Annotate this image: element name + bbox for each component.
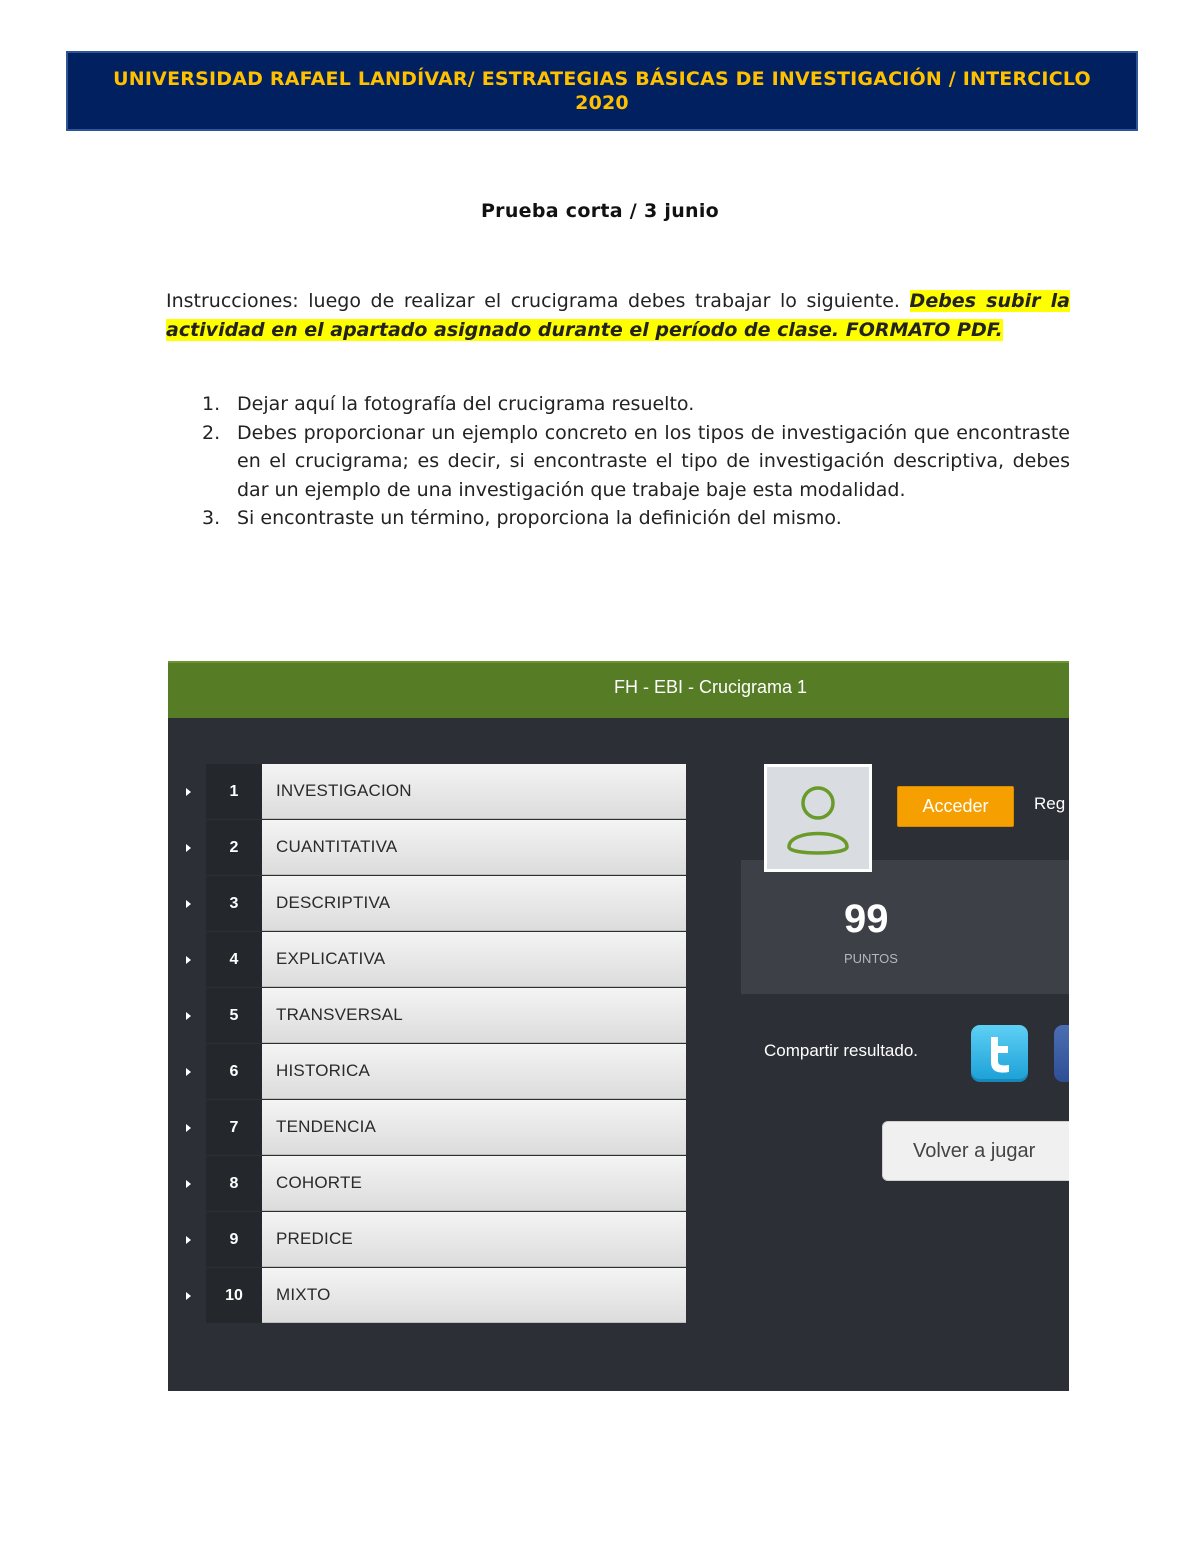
word-row[interactable] [168, 1100, 688, 1155]
step-number: 3. [202, 507, 221, 530]
word-number: 4 [206, 932, 262, 987]
word-number: 8 [206, 1156, 262, 1211]
avatar[interactable] [764, 764, 872, 872]
word-number: 9 [206, 1212, 262, 1267]
expand-arrow-icon[interactable] [186, 788, 191, 796]
word-number: 3 [206, 876, 262, 931]
word-number: 7 [206, 1100, 262, 1155]
expand-arrow-icon[interactable] [186, 844, 191, 852]
steps-list [166, 390, 1070, 533]
register-link[interactable]: Reg [1034, 794, 1066, 813]
screenshot-header [168, 661, 1069, 718]
list-item [166, 390, 1070, 419]
word-row[interactable] [168, 1212, 688, 1267]
crossword-screenshot [168, 661, 1069, 1391]
instructions-paragraph [166, 287, 1070, 345]
share-label: Compartir resultado. [764, 1041, 919, 1060]
step-text: Si encontraste un término, proporciona la definición del mismo. [237, 507, 842, 530]
instructions-highlight: Debes subir la actividad en el apartado asignado durante el período de clase. FORMATO PDF. [166, 290, 1070, 341]
word-answer: EXPLICATIVA [262, 932, 686, 987]
word-row[interactable] [168, 764, 688, 819]
crossword-title: FH - EBI - Crucigrama 1 [614, 677, 808, 697]
instructions-intro: Instrucciones: luego de realizar el crucigrama debes trabajar lo siguiente. [166, 290, 910, 312]
word-answer: CUANTITATIVA [262, 820, 686, 875]
expand-arrow-icon[interactable] [186, 1292, 191, 1300]
facebook-icon[interactable] [1054, 1025, 1069, 1082]
expand-arrow-icon[interactable] [186, 1236, 191, 1244]
word-answer: TRANSVERSAL [262, 988, 686, 1043]
header-banner [66, 51, 1138, 131]
word-row[interactable] [168, 1044, 688, 1099]
word-row[interactable] [168, 932, 688, 987]
word-row[interactable] [168, 820, 688, 875]
word-answer: TENDENCIA [262, 1100, 686, 1155]
score-label: PUNTOS [844, 951, 898, 966]
list-item [166, 419, 1070, 505]
replay-button[interactable]: Volver a jugar [882, 1121, 1069, 1181]
score-panel [741, 860, 1069, 994]
word-row[interactable] [168, 988, 688, 1043]
word-answer: INVESTIGACION [262, 764, 686, 819]
word-row[interactable] [168, 876, 688, 931]
word-answer: HISTORICA [262, 1044, 686, 1099]
word-number: 6 [206, 1044, 262, 1099]
expand-arrow-icon[interactable] [186, 1068, 191, 1076]
expand-arrow-icon[interactable] [186, 1012, 191, 1020]
expand-arrow-icon[interactable] [186, 1180, 191, 1188]
word-answer: COHORTE [262, 1156, 686, 1211]
word-number: 1 [206, 764, 262, 819]
twitter-icon[interactable] [971, 1025, 1028, 1082]
word-number: 2 [206, 820, 262, 875]
page-title: Prueba corta / 3 junio [480, 200, 720, 222]
word-number: 10 [206, 1268, 262, 1323]
step-text: Debes proporcionar un ejemplo concreto en los tipos de investigación que encontraste en el crucigrama; es decir, si encontraste el tipo de investigación descriptiva, debes dar un ejemplo de una investigación que trabaje baje esta modalidad. [237, 421, 1070, 501]
word-row[interactable] [168, 1268, 688, 1323]
expand-arrow-icon[interactable] [186, 1124, 191, 1132]
word-answer: MIXTO [262, 1268, 686, 1323]
list-item [166, 504, 1070, 533]
word-row[interactable] [168, 1156, 688, 1211]
score-value: 99 [844, 897, 889, 941]
banner-title: UNIVERSIDAD RAFAEL LANDÍVAR/ ESTRATEGIAS BÁSICAS DE INVESTIGACIÓN / INTERCICLO 2020 [113, 68, 1091, 114]
step-text: Dejar aquí la fotografía del crucigrama resuelto. [237, 393, 695, 415]
expand-arrow-icon[interactable] [186, 900, 191, 908]
word-number: 5 [206, 988, 262, 1043]
expand-arrow-icon[interactable] [186, 956, 191, 964]
user-avatar-icon [767, 767, 869, 869]
login-button[interactable]: Acceder [897, 786, 1014, 827]
word-answer: DESCRIPTIVA [262, 876, 686, 931]
word-answer: PREDICE [262, 1212, 686, 1267]
step-number: 1. [202, 393, 221, 415]
step-number: 2. [202, 421, 221, 444]
